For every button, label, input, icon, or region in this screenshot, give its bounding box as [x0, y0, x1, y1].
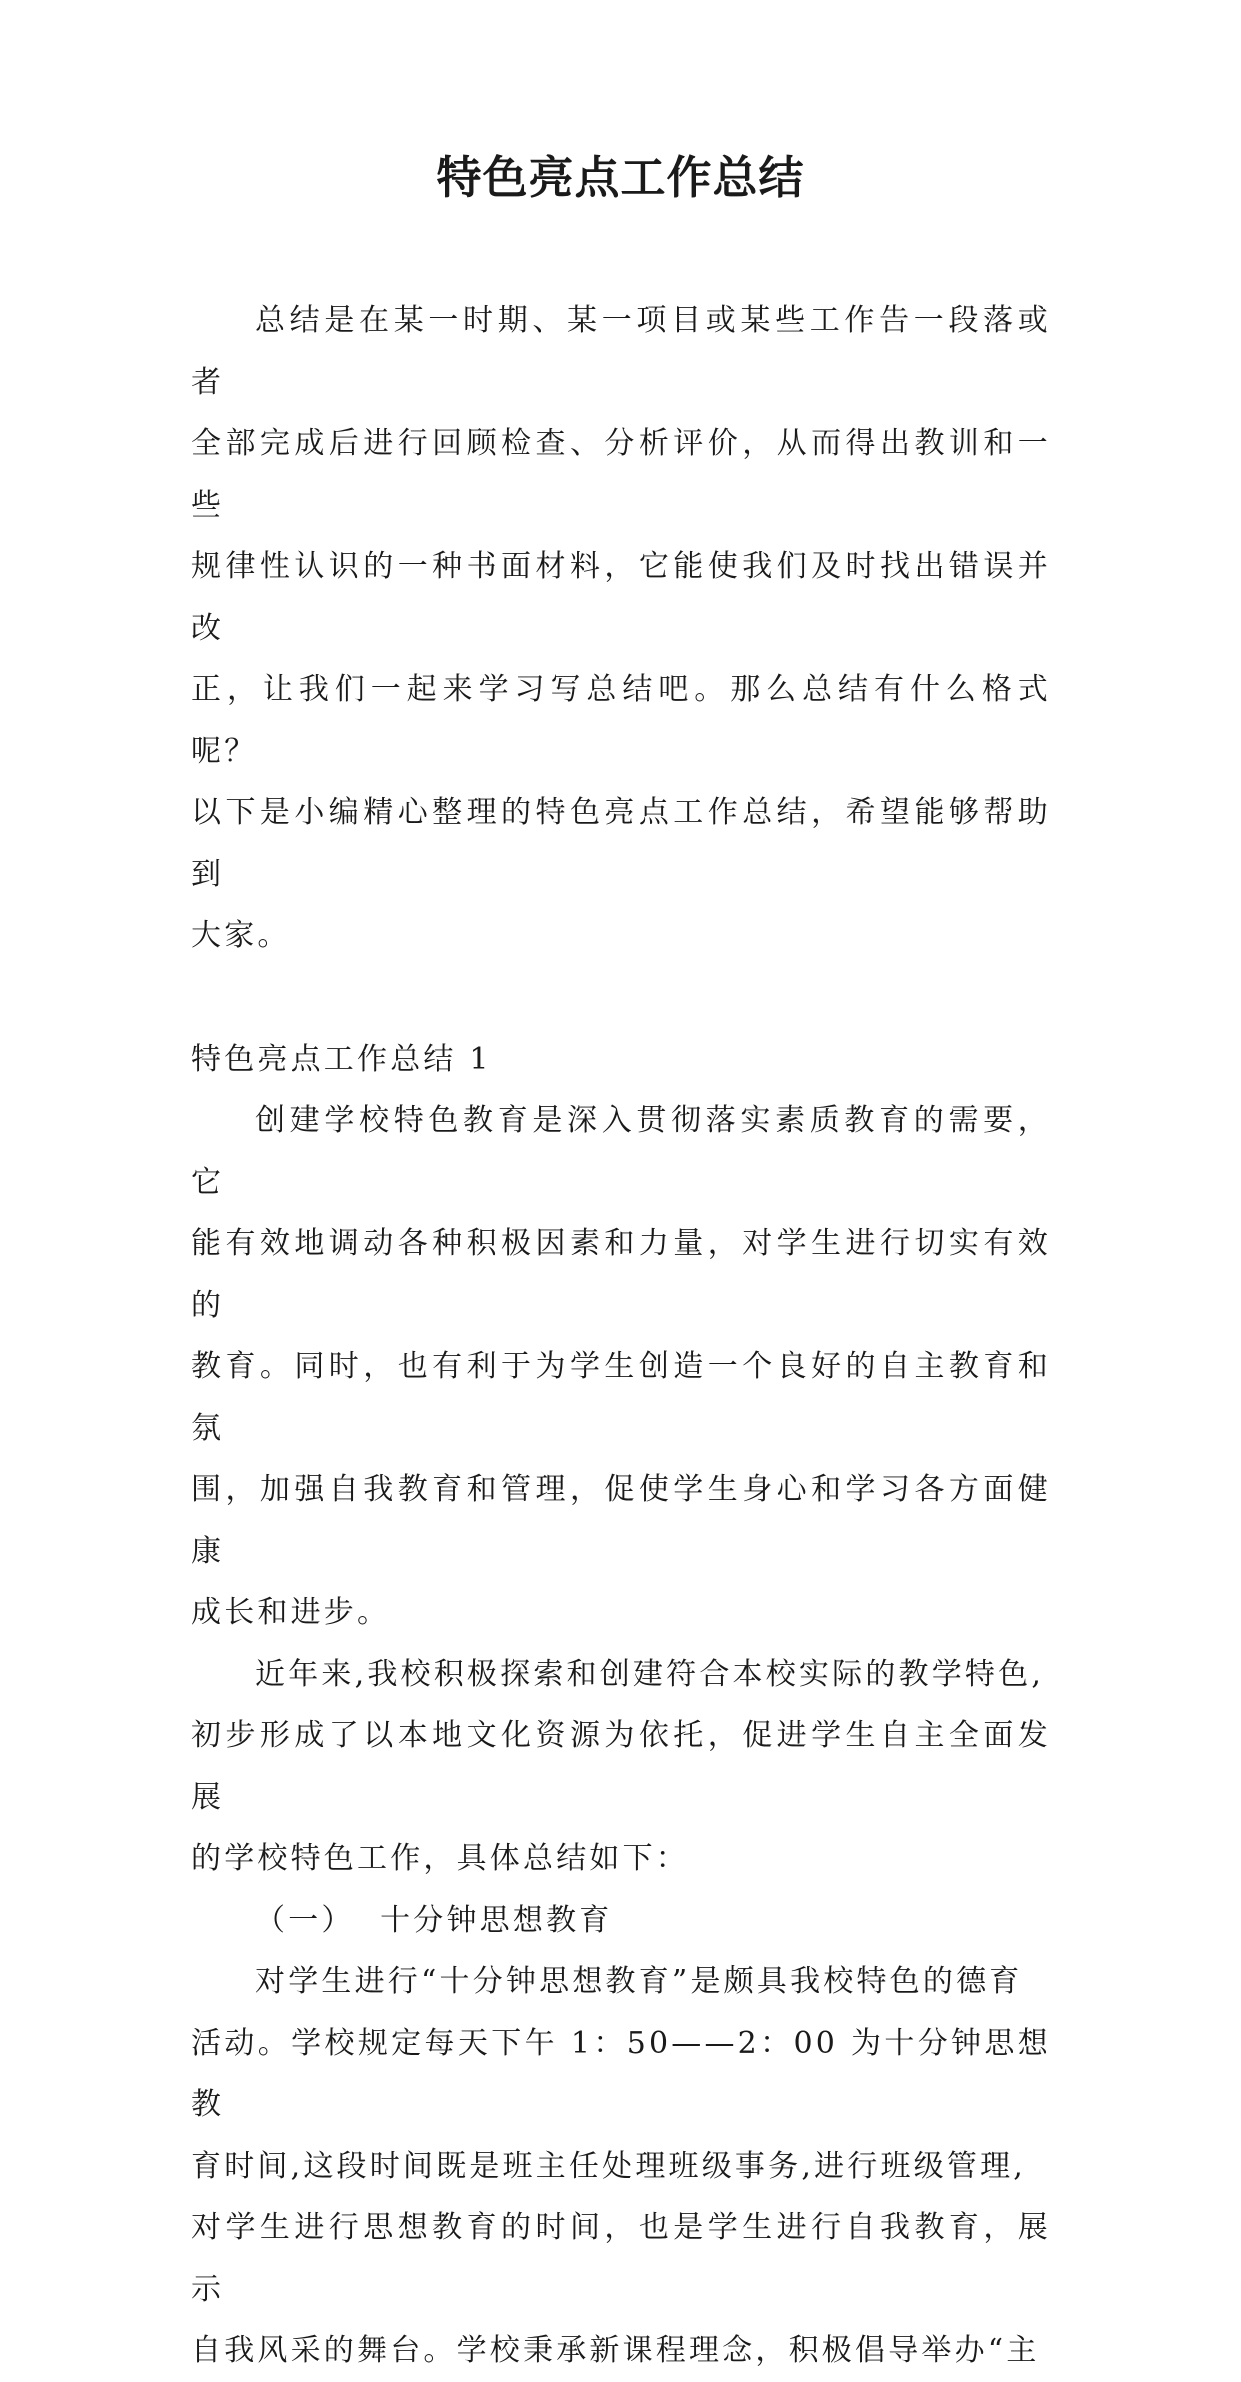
paragraph-1 — [191, 1090, 1051, 1644]
intro-line: 大家。 — [191, 918, 291, 953]
paragraph-line: 对学生进行“十分钟思想教育”是颇具我校特色的德育 — [255, 1964, 1023, 1999]
intro-line: 以下是小编精心整理的特色亮点工作总结，希望能够帮助到 — [191, 795, 1051, 892]
paragraph-line: 对学生进行思想教育的时间，也是学生进行自我教育，展示 — [191, 2210, 1051, 2307]
paragraph-line: 初步形成了以本地文化资源为依托，促进学生自主全面发展 — [191, 1718, 1051, 1815]
intro-line: 总结是在某一时期、某一项目或某些工作告一段落或者 — [191, 303, 1051, 400]
paragraph-line: 近年来,我校积极探索和创建符合本校实际的教学特色, — [255, 1656, 1045, 1692]
paragraph-line: 创建学校特色教育是深入贯彻落实素质教育的需要，它 — [191, 1103, 1051, 1200]
intro-line: 规律性认识的一种书面材料，它能使我们及时找出错误并改 — [191, 549, 1051, 646]
paragraph-gap — [191, 967, 1051, 1029]
section-heading: 特色亮点工作总结 1 — [191, 1041, 492, 1077]
paragraph-line: 活动。学校规定每天下午 1：50——2：00 为十分钟思想教 — [191, 2025, 1051, 2122]
document-body — [191, 290, 1051, 2382]
intro-line: 全部完成后进行回顾检查、分析评价，从而得出教训和一些 — [191, 426, 1051, 523]
paragraph-line: 成长和进步。 — [191, 1595, 391, 1630]
paragraph-line: 自我风采的舞台。学校秉承新课程理念，积极倡导举办“主 — [191, 2333, 1040, 2368]
subheading: （一） 十分钟思想教育 — [255, 1902, 613, 1938]
paragraph-line: 教育。同时，也有利于为学生创造一个良好的自主教育和氛 — [191, 1349, 1051, 1446]
paragraph-line: 的学校特色工作，具体总结如下： — [191, 1841, 689, 1876]
intro-line: 正，让我们一起来学习写总结吧。那么总结有什么格式呢？ — [191, 672, 1051, 769]
paragraph-2 — [191, 1644, 1051, 1890]
paragraph-line: 围，加强自我教育和管理，促使学生身心和学习各方面健康 — [191, 1472, 1051, 1569]
paragraph-line: 育时间,这段时间既是班主任处理班级事务,进行班级管理, — [191, 2148, 1027, 2184]
paragraph-line: 能有效地调动各种积极因素和力量，对学生进行切实有效的 — [191, 1226, 1051, 1323]
document-title: 特色亮点工作总结 — [436, 151, 805, 204]
paragraph-3 — [191, 1951, 1051, 2382]
intro-paragraph — [191, 290, 1051, 967]
